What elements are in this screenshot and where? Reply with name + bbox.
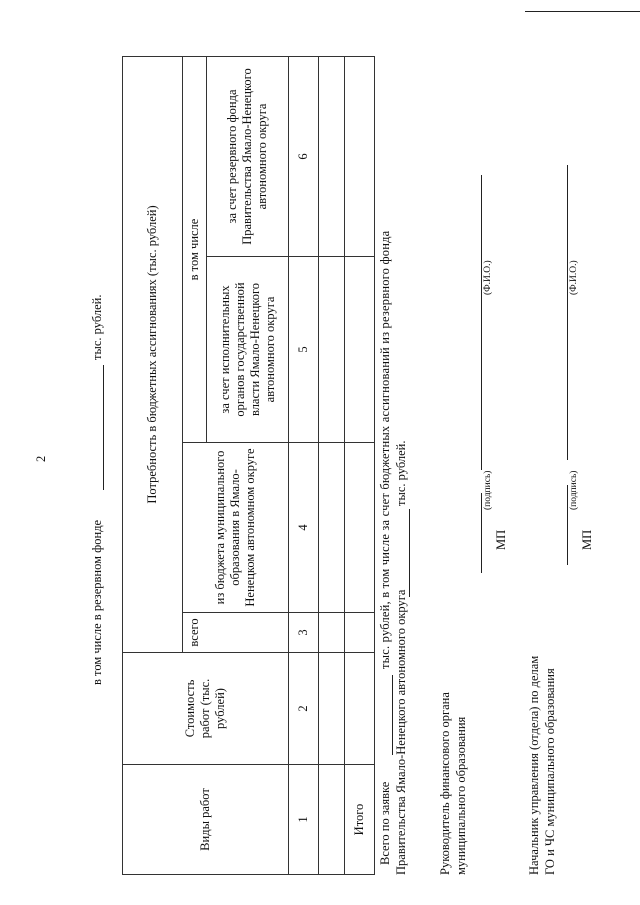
num-2: 2 — [289, 653, 319, 765]
sign2-podpis-caption: (подпись) — [569, 470, 579, 510]
sign2-title-line2: ГО и ЧС муниципального образования — [543, 668, 557, 875]
itogo-label: Итого — [345, 765, 375, 875]
sign1-podpis-caption: (подпись) — [483, 470, 493, 510]
empty-cell — [319, 613, 345, 653]
empty-cell — [345, 443, 375, 613]
summary-reserve-blank — [409, 509, 410, 597]
col-work-cost: Стоимость работ (тыс. рублей) — [123, 653, 289, 765]
num-6: 6 — [289, 57, 319, 257]
col-including: в том числе — [183, 57, 207, 443]
empty-cell — [345, 653, 375, 765]
sign2-fio-line — [567, 165, 568, 460]
sign1-fio-line — [481, 175, 482, 470]
col-budget-need: Потребность в бюджетных ассигнованиях (тыс. рублей) — [123, 57, 183, 653]
summary-line2-suffix: тыс. рублей. — [394, 440, 408, 506]
sign1-fio-caption: (Ф.И.О.) — [483, 260, 493, 295]
sign1-title-line1: Руководитель финансового органа — [438, 692, 452, 875]
empty-cell — [319, 653, 345, 765]
empty-cell — [345, 57, 375, 257]
sign1-signature-line — [481, 493, 482, 573]
col-municipal: из бюджета муниципального образования в Ямало-Ненецком автономном округе — [183, 443, 289, 613]
empty-cell — [319, 443, 345, 613]
empty-cell — [345, 257, 375, 443]
sign2-signature-line — [567, 485, 568, 565]
page-number: 2 — [34, 455, 48, 462]
col-executive: за счет исполнительных органов государственной власти Ямало-Ненецкого автономного округа — [207, 257, 289, 443]
sign2-mp: МП — [580, 529, 594, 550]
sign2-fio-caption: (Ф.И.О.) — [569, 260, 579, 295]
sign1-title-line2: муниципального образования — [454, 716, 468, 875]
summary-line1-prefix: Всего по заявке — [378, 781, 392, 865]
col-reserve: за счет резервного фонда Правительства Ямало-Ненецкого автономного округа — [207, 57, 289, 257]
reserve-line-blank — [103, 365, 104, 490]
col-work-types: Виды работ — [123, 765, 289, 875]
sign1-mp: МП — [494, 529, 508, 550]
num-5: 5 — [289, 257, 319, 443]
empty-cell — [319, 765, 345, 875]
empty-cell — [319, 57, 345, 257]
summary-line2-prefix: Правительства Ямало-Ненецкого автономного округа — [394, 589, 408, 875]
num-1: 1 — [289, 765, 319, 875]
num-3: 3 — [289, 613, 319, 653]
empty-cell — [319, 257, 345, 443]
summary-line1-suffix: тыс. рублей, в том числе за счет бюджетных ассигнований из резервного фонда — [378, 230, 392, 669]
col-total: всего — [183, 613, 289, 653]
summary-total-blank — [392, 675, 393, 755]
reserve-line-suffix: тыс. рублей. — [90, 294, 104, 360]
empty-cell — [345, 613, 375, 653]
budget-table — [122, 56, 375, 875]
num-4: 4 — [289, 443, 319, 613]
reserve-line-prefix: в том числе в резервном фонде — [90, 519, 104, 685]
sign2-title-line1: Начальник управления (отдела) по делам — [527, 655, 541, 875]
